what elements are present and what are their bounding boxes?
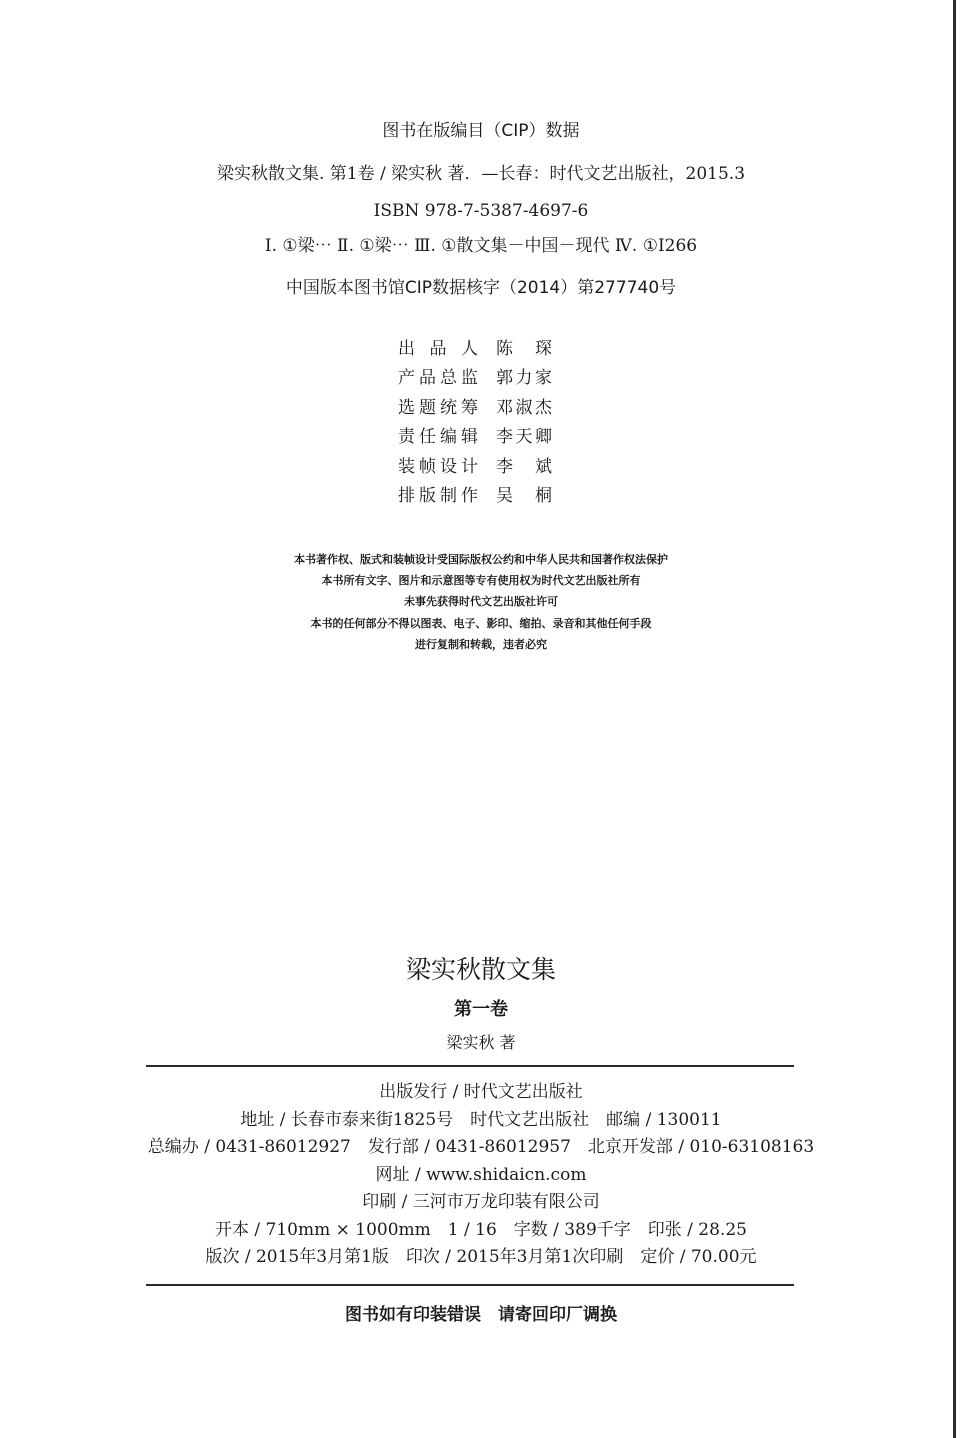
phone-line: 总编办 / 0431-86012927 发行部 / 0431-86012957 北京开发部 / 010-63108163 xyxy=(147,1137,815,1157)
credit-name: 邓淑杰 xyxy=(496,397,552,418)
rights-statement xyxy=(0,551,962,657)
cip-isbn: ISBN 978-7-5387-4697-6 xyxy=(373,201,589,221)
credit-name: 吴桐 xyxy=(496,485,552,506)
cip-title: 图书在版编目（CIP）数据 xyxy=(382,121,580,141)
divider-top xyxy=(146,1065,794,1067)
format-line: 开本 / 710mm × 1000mm 1 / 16 字数 / 389千字 印张 / 28.25 xyxy=(215,1219,747,1240)
print-error-notice: 图书如有印装错误 请寄回印厂调换 xyxy=(345,1305,617,1325)
cip-classification: Ⅰ. ①梁⋯ Ⅱ. ①梁⋯ Ⅲ. ①散文集－中国－现代 Ⅳ. ①I266 xyxy=(264,236,698,256)
credit-name: 陈琛 xyxy=(496,339,552,359)
cip-record: 梁实秋散文集. 第1卷 / 梁实秋 著．—长春：时代文艺出版社，2015.3 xyxy=(216,164,746,184)
website-line: 网址 / www.shidaicn.com xyxy=(375,1164,587,1185)
credit-row xyxy=(398,455,618,484)
credit-role: 责任编辑 xyxy=(398,427,478,448)
credit-name: 李斌 xyxy=(496,456,552,477)
credit-role: 产品总监 xyxy=(398,368,478,389)
rights-line: 未事先获得时代文艺出版社许可 xyxy=(404,595,558,609)
credit-role: 选题统筹 xyxy=(398,397,478,418)
credit-role: 装帧设计 xyxy=(398,456,478,477)
credit-row xyxy=(398,396,618,425)
credits-list xyxy=(398,337,618,513)
rights-line: 本书的任何部分不得以图表、电子、影印、缩拍、录音和其他任何手段 xyxy=(310,616,652,630)
address-line: 地址 / 长春市泰来街1825号 时代文艺出版社 邮编 / 130011 xyxy=(240,1109,722,1130)
credit-row xyxy=(398,484,618,513)
publication-info xyxy=(0,1080,962,1273)
printer-line: 印刷 / 三河市万龙印装有限公司 xyxy=(362,1192,600,1212)
book-volume: 第一卷 xyxy=(454,999,508,1020)
book-title: 梁实秋散文集 xyxy=(405,955,556,984)
credit-name: 李天卿 xyxy=(496,427,552,448)
publisher-line: 出版发行 / 时代文艺出版社 xyxy=(379,1082,583,1102)
cip-approval-number: 中国版本图书馆CIP数据核字（2014）第277740号 xyxy=(285,278,677,298)
credit-row xyxy=(398,425,618,454)
credit-role: 排版制作 xyxy=(398,485,478,506)
rights-line: 进行复制和转载，违者必究 xyxy=(415,637,547,651)
rights-line: 本书著作权、版式和装帧设计受国际版权公约和中华人民共和国著作权法保护 xyxy=(294,553,668,566)
edition-line: 版次 / 2015年3月第1版 印次 / 2015年3月第1次印刷 定价 / 70.00元 xyxy=(205,1247,757,1267)
credit-row xyxy=(398,366,618,395)
credit-row xyxy=(398,337,618,366)
rights-line: 本书所有文字、图片和示意图等专有使用权为时代文艺出版社所有 xyxy=(321,574,641,588)
credit-name: 郭力家 xyxy=(496,368,552,389)
divider-bottom xyxy=(146,1284,794,1286)
credit-role: 出品人 xyxy=(398,339,478,359)
book-author: 梁实秋 著 xyxy=(446,1033,516,1052)
